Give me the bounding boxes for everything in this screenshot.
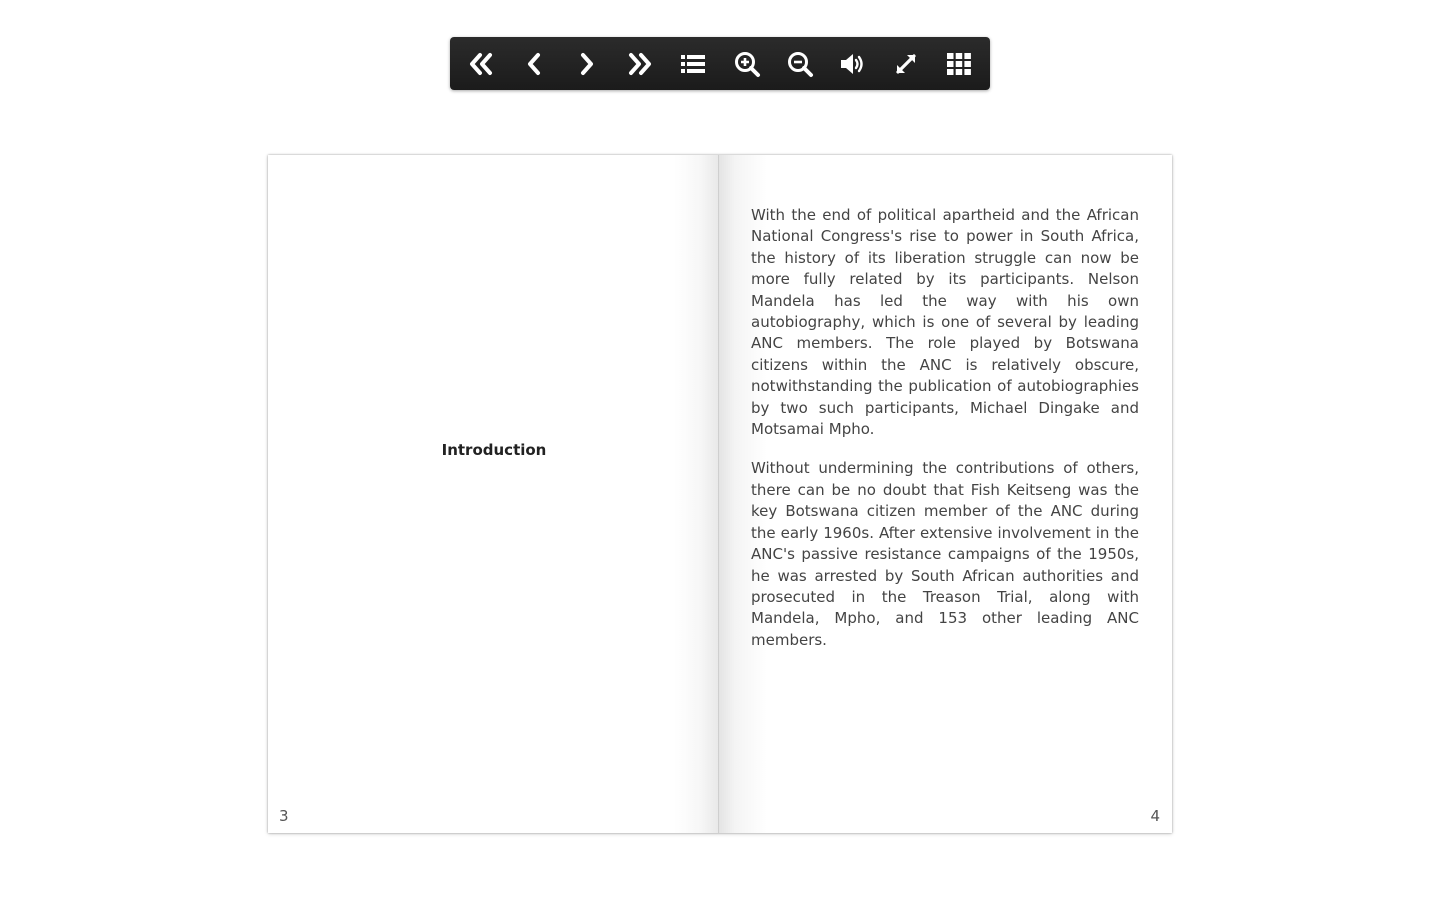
- chapter-title: Introduction: [441, 441, 547, 459]
- last-page-button[interactable]: [618, 42, 662, 86]
- page-body-text: [751, 205, 1139, 669]
- first-page-button[interactable]: [459, 42, 503, 86]
- speaker-icon: [836, 47, 870, 81]
- thumbnails-button[interactable]: [937, 42, 981, 86]
- list-icon: [676, 47, 710, 81]
- double-chevron-left-icon: [464, 47, 498, 81]
- previous-page-button[interactable]: [512, 42, 556, 86]
- paragraph: With the end of political apartheid and the African National Congress's rise to power in South Africa, the history of its liberation struggle can now be more fully related by its participants. Nelson Mandela has led the way with his own autobiography, which is one of several by leading ANC members. The role played by Botswana citizens within the ANC is relatively obscure, notwithstanding the publication of autobiographies by two such participants, Michael Dingake and Motsamai Mpho.: [751, 206, 1139, 439]
- chevron-left-icon: [517, 47, 551, 81]
- table-of-contents-button[interactable]: [671, 42, 715, 86]
- zoom-in-icon: [730, 47, 764, 81]
- page-number: 3: [279, 807, 289, 825]
- left-page[interactable]: [268, 155, 718, 833]
- zoom-in-button[interactable]: [725, 42, 769, 86]
- open-book: [268, 155, 1172, 833]
- next-page-button[interactable]: [565, 42, 609, 86]
- grid-icon: [942, 47, 976, 81]
- fullscreen-button[interactable]: [884, 42, 928, 86]
- expand-icon: [889, 47, 923, 81]
- chevron-right-icon: [570, 47, 604, 81]
- page-number: 4: [1150, 807, 1160, 825]
- zoom-out-icon: [783, 47, 817, 81]
- double-chevron-right-icon: [623, 47, 657, 81]
- sound-button[interactable]: [831, 42, 875, 86]
- paragraph: Without undermining the contributions of others, there can be no doubt that Fish Keitseng was the key Botswana citizen member of the ANC during the early 1960s. After extensive involvement in the ANC's passive resistance campaigns of the 1950s, he was arrested by South African authorities and prosecuted in the Treason Trial, along with Mandela, Mpho, and 153 other leading ANC members.: [751, 459, 1139, 649]
- viewer-toolbar: [450, 37, 990, 90]
- right-page[interactable]: [718, 155, 1172, 833]
- zoom-out-button[interactable]: [778, 42, 822, 86]
